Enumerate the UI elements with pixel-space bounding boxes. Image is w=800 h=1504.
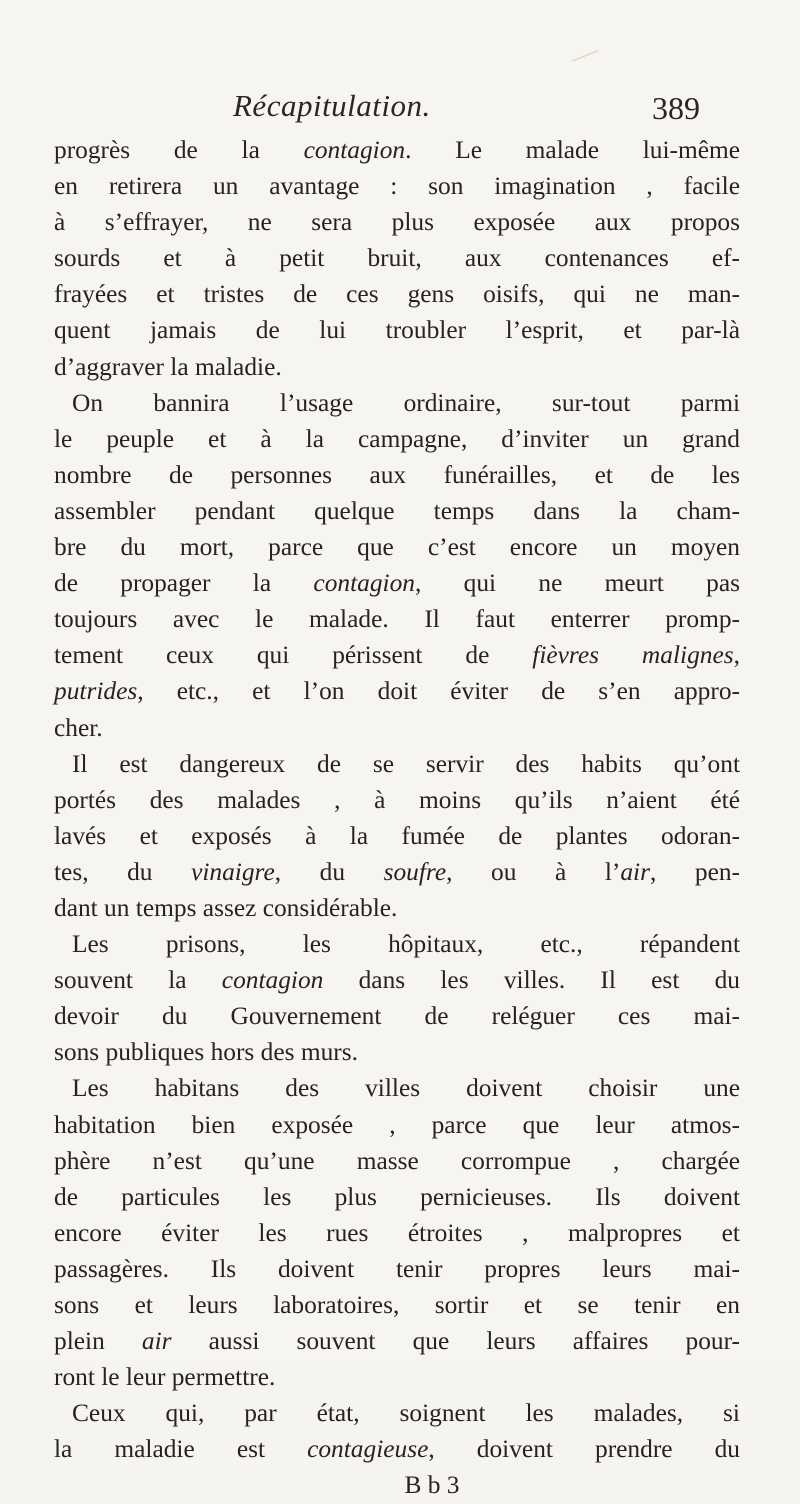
italic-text: contagieuse bbox=[307, 1435, 429, 1464]
text-run: le peuple et à la campagne, d’inviter un grand bbox=[54, 424, 740, 453]
text-line bbox=[54, 962, 740, 998]
text-line bbox=[54, 312, 740, 348]
running-title: Récapitulation. bbox=[233, 88, 431, 123]
text-run: de propager la bbox=[54, 569, 314, 598]
text-line bbox=[54, 926, 740, 962]
text-run: en retirera un avantage : son imagination , facile bbox=[54, 172, 740, 201]
text-run: , ou à l’ bbox=[446, 857, 621, 886]
text-run: sons publiques hors des murs. bbox=[54, 1038, 358, 1067]
italic-text: contagion bbox=[303, 136, 406, 164]
text-line bbox=[54, 1107, 740, 1143]
text-line bbox=[54, 637, 740, 673]
text-run: Il est dangereux de se servir des habits qu’ont bbox=[72, 749, 740, 778]
text-run: dant un temps assez considérable. bbox=[54, 893, 398, 922]
text-line bbox=[54, 132, 740, 168]
italic-text: air bbox=[141, 1327, 172, 1356]
text-run: tement ceux qui périssent de bbox=[54, 641, 533, 670]
italic-text: contagion bbox=[221, 966, 324, 995]
italic-text: air bbox=[620, 857, 650, 886]
text-run: assembler pendant quelque temps dans la cham- bbox=[54, 496, 740, 525]
text-line bbox=[54, 204, 740, 240]
text-line bbox=[54, 493, 740, 529]
text-line bbox=[54, 673, 740, 709]
text-line bbox=[54, 818, 740, 854]
text-run: encore éviter les rues étroites , malpropres et bbox=[54, 1218, 740, 1247]
text-run: Ceux qui, par état, soignent les malades, si bbox=[72, 1399, 740, 1428]
text-line bbox=[54, 782, 740, 818]
text-run: , qui ne meurt pas bbox=[414, 569, 740, 598]
text-run: , etc., et l’on doit éviter de s’en appro- bbox=[137, 677, 740, 706]
text-run: sourds et à petit bruit, aux contenances ef- bbox=[54, 244, 740, 273]
text-line bbox=[54, 1287, 740, 1323]
text-run: , doivent prendre du bbox=[428, 1435, 740, 1464]
page-header bbox=[0, 88, 800, 132]
text-run: devoir du Gouvernement de reléguer ces mai- bbox=[54, 1002, 740, 1031]
text-line bbox=[54, 854, 740, 890]
text-run: aussi souvent que leurs affaires pour- bbox=[171, 1327, 740, 1356]
text-run: frayées et tristes de ces gens oisifs, qui ne man- bbox=[54, 280, 740, 309]
text-run: , du bbox=[274, 857, 384, 886]
text-line bbox=[54, 349, 740, 385]
italic-text: contagion bbox=[313, 569, 415, 598]
text-run: phère n’est qu’une masse corrompue , chargée bbox=[54, 1146, 740, 1175]
text-line bbox=[54, 1179, 740, 1215]
text-line bbox=[54, 1143, 740, 1179]
text-line bbox=[54, 601, 740, 637]
text-line bbox=[54, 998, 740, 1034]
text-line bbox=[54, 1359, 740, 1395]
text-line bbox=[54, 890, 740, 926]
text-line bbox=[54, 385, 740, 421]
ink-mark bbox=[572, 50, 602, 71]
text-line bbox=[54, 1251, 740, 1287]
text-run: toujours avec le malade. Il faut enterrer promp- bbox=[54, 605, 740, 634]
text-run: tes, du bbox=[54, 857, 192, 886]
text-line bbox=[54, 276, 740, 312]
text-run: cher. bbox=[54, 713, 103, 742]
text-run: Les habitans des villes doivent choisir une bbox=[72, 1074, 740, 1103]
text-line bbox=[54, 710, 740, 746]
text-line bbox=[54, 1395, 740, 1431]
text-run: quent jamais de lui troubler l’esprit, et par-là bbox=[54, 316, 740, 345]
text-run: à s’effrayer, ne sera plus exposée aux propos bbox=[54, 208, 740, 237]
italic-text: soufre bbox=[383, 857, 447, 886]
text-run: ront le leur permettre. bbox=[54, 1363, 276, 1392]
text-run: nombre de personnes aux funérailles, et de les bbox=[54, 460, 740, 489]
text-run: , pen- bbox=[649, 857, 741, 886]
text-line bbox=[54, 1070, 740, 1106]
text-run: bre du mort, parce que c’est encore un moyen bbox=[54, 533, 740, 562]
body-text bbox=[54, 132, 740, 1504]
signature-mark: B b 3 bbox=[404, 1471, 460, 1500]
text-run: d’aggraver la maladie. bbox=[54, 352, 282, 381]
text-line bbox=[54, 529, 740, 565]
text-run: passagères. Ils doivent tenir propres leurs mai- bbox=[54, 1254, 740, 1283]
text-line bbox=[54, 457, 740, 493]
text-line bbox=[54, 1323, 740, 1359]
text-run: lavés et exposés à la fumée de plantes odoran- bbox=[54, 821, 740, 850]
text-run: plein bbox=[54, 1327, 142, 1356]
text-line bbox=[54, 240, 740, 276]
text-line bbox=[54, 1034, 740, 1070]
text-run: , bbox=[733, 641, 740, 670]
text-line bbox=[54, 746, 740, 782]
text-run: de particules les plus pernicieuses. Ils doivent bbox=[54, 1182, 740, 1211]
italic-text: fièvres malignes bbox=[532, 641, 734, 670]
text-run: dans les villes. Il est du bbox=[323, 966, 740, 995]
text-line bbox=[54, 421, 740, 457]
text-line bbox=[54, 1215, 740, 1251]
text-line bbox=[54, 565, 740, 601]
text-line bbox=[54, 168, 740, 204]
text-run: On bannira l’usage ordinaire, sur-tout parmi bbox=[72, 388, 740, 417]
text-run: souvent la bbox=[54, 966, 222, 995]
text-run: sons et leurs laboratoires, sortir et se tenir en bbox=[54, 1291, 740, 1319]
italic-text: putrides bbox=[54, 677, 138, 706]
text-run: la maladie est bbox=[54, 1435, 308, 1464]
text-run: habitation bien exposée , parce que leur atmos- bbox=[54, 1110, 740, 1139]
text-run: Les prisons, les hôpitaux, etc., répandent bbox=[72, 930, 740, 959]
text-run: . Le malade lui-même bbox=[405, 136, 741, 164]
italic-text: vinaigre bbox=[191, 857, 275, 886]
text-run: portés des malades , à moins qu’ils n’aient été bbox=[54, 785, 740, 814]
text-line bbox=[54, 1431, 740, 1467]
text-run: progrès de la bbox=[54, 136, 304, 164]
page-number: 389 bbox=[652, 90, 700, 126]
